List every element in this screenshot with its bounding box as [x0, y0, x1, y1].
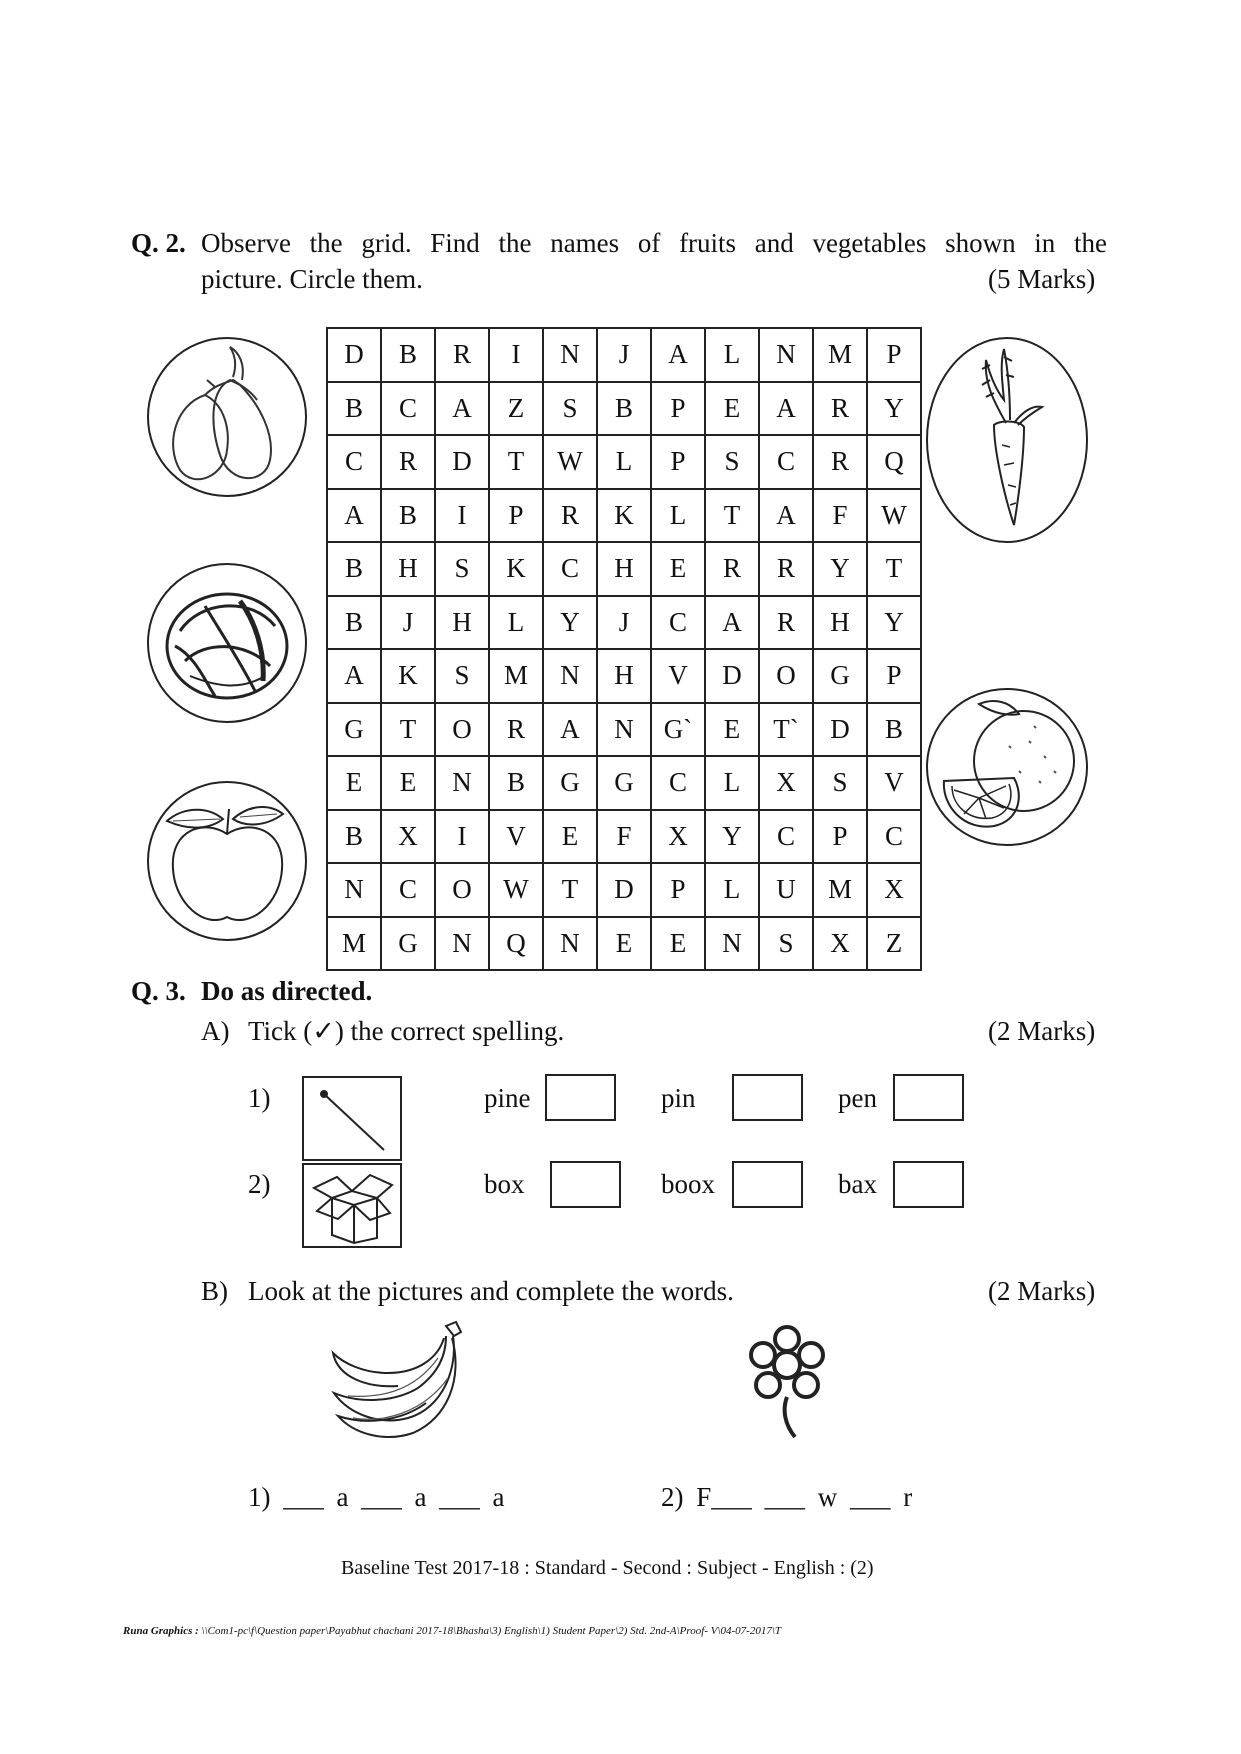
grid-cell[interactable]: L — [651, 489, 705, 543]
grid-cell[interactable]: Q — [867, 435, 921, 489]
grid-cell[interactable]: N — [759, 328, 813, 382]
grid-row — [327, 810, 921, 864]
grid-cell[interactable]: W — [489, 863, 543, 917]
grid-cell[interactable]: N — [435, 917, 489, 971]
grid-cell[interactable]: I — [435, 810, 489, 864]
grid-cell[interactable]: B — [327, 596, 381, 650]
grid-cell[interactable]: B — [327, 542, 381, 596]
orange-icon — [924, 686, 1090, 848]
cabbage-icon — [145, 561, 310, 726]
grid-cell[interactable]: M — [489, 649, 543, 703]
grid-cell[interactable]: Y — [867, 382, 921, 436]
grid-cell[interactable]: G — [813, 649, 867, 703]
grid-cell[interactable]: E — [381, 756, 435, 810]
grid-cell[interactable]: Y — [705, 810, 759, 864]
grid-cell[interactable]: A — [759, 489, 813, 543]
grid-cell[interactable]: T — [867, 542, 921, 596]
grid-cell[interactable]: Y — [813, 542, 867, 596]
grid-row — [327, 382, 921, 436]
grid-cell[interactable]: S — [759, 917, 813, 971]
grid-row — [327, 756, 921, 810]
q3b-instruction: Look at the pictures and complete the words. — [248, 1276, 734, 1306]
grid-cell[interactable]: S — [813, 756, 867, 810]
grid-cell[interactable]: S — [435, 649, 489, 703]
q3-number: Q. 3. — [131, 976, 186, 1006]
grid-cell[interactable]: B — [381, 489, 435, 543]
grid-cell[interactable]: V — [867, 756, 921, 810]
grid-cell[interactable]: M — [327, 917, 381, 971]
grid-cell[interactable]: A — [543, 703, 597, 757]
grid-row — [327, 328, 921, 382]
grid-cell[interactable]: F — [597, 810, 651, 864]
grid-cell[interactable]: R — [435, 328, 489, 382]
grid-cell[interactable]: H — [597, 649, 651, 703]
imprint-path: \\Com1-pc\f\Question paper\Payabhut chachani 2017-18\Bhasha\3) English\1) Student Paper\2) Std. 2nd-A\Proof- V\04-07-2017\T — [201, 1625, 782, 1637]
grid-cell[interactable]: A — [327, 489, 381, 543]
grid-cell[interactable]: A — [705, 596, 759, 650]
grid-cell[interactable]: J — [597, 596, 651, 650]
grid-cell[interactable]: I — [435, 489, 489, 543]
grid-cell[interactable]: R — [543, 489, 597, 543]
grid-cell[interactable]: C — [651, 596, 705, 650]
brinjal-icon — [145, 335, 310, 500]
word-banana-blanks[interactable]: 1) ___ a ___ a ___ a — [248, 1482, 505, 1512]
grid-cell[interactable]: P — [867, 328, 921, 382]
grid-cell[interactable]: N — [705, 917, 759, 971]
grid-cell[interactable]: B — [327, 810, 381, 864]
grid-cell[interactable]: H — [813, 596, 867, 650]
grid-row — [327, 703, 921, 757]
option-boox: boox — [661, 1169, 715, 1199]
grid-cell[interactable]: G — [327, 703, 381, 757]
grid-cell[interactable]: B — [489, 756, 543, 810]
checkbox-bax[interactable] — [893, 1161, 964, 1208]
option-bax: bax — [838, 1169, 877, 1199]
grid-cell[interactable]: B — [381, 328, 435, 382]
grid-cell[interactable]: N — [543, 649, 597, 703]
q3-title: Do as directed. — [201, 976, 373, 1006]
grid-cell[interactable]: E — [705, 703, 759, 757]
grid-cell[interactable]: C — [651, 756, 705, 810]
box-icon — [302, 1163, 402, 1248]
grid-cell[interactable]: T — [705, 489, 759, 543]
grid-cell[interactable]: E — [651, 542, 705, 596]
grid-cell[interactable]: L — [489, 596, 543, 650]
grid-cell[interactable]: Y — [543, 596, 597, 650]
q3a-item1-number: 1) — [248, 1083, 271, 1113]
checkbox-pen[interactable] — [893, 1074, 964, 1121]
grid-cell[interactable]: R — [705, 542, 759, 596]
grid-cell[interactable]: E — [597, 917, 651, 971]
grid-cell[interactable]: P — [651, 435, 705, 489]
grid-cell[interactable]: D — [435, 435, 489, 489]
grid-row — [327, 542, 921, 596]
grid-cell[interactable]: X — [813, 917, 867, 971]
grid-cell[interactable]: B — [327, 382, 381, 436]
grid-cell[interactable]: R — [813, 435, 867, 489]
grid-row — [327, 863, 921, 917]
grid-cell[interactable]: A — [759, 382, 813, 436]
grid-cell[interactable]: R — [813, 382, 867, 436]
apple-icon — [145, 779, 310, 944]
grid-cell[interactable]: J — [381, 596, 435, 650]
grid-row — [327, 435, 921, 489]
grid-cell[interactable]: K — [489, 542, 543, 596]
banana-icon — [328, 1318, 473, 1443]
grid-cell[interactable]: Q — [489, 917, 543, 971]
grid-cell[interactable]: M — [813, 863, 867, 917]
q2-instruction-line1: Observe the grid. Find the names of fruits and vegetables shown in the — [201, 228, 1107, 258]
grid-cell[interactable]: O — [435, 703, 489, 757]
grid-cell[interactable]: P — [867, 649, 921, 703]
page-footer: Baseline Test 2017-18 : Standard - Second : Subject - English : (2) — [341, 1557, 874, 1579]
option-box: box — [484, 1169, 525, 1199]
grid-cell[interactable]: W — [543, 435, 597, 489]
q2-instruction-line2: picture. Circle them. — [201, 264, 423, 294]
word-flower-blanks[interactable]: 2) F___ ___ w ___ r — [661, 1482, 913, 1512]
grid-cell[interactable]: K — [381, 649, 435, 703]
grid-cell[interactable]: E — [651, 917, 705, 971]
pin-icon — [302, 1076, 402, 1161]
grid-cell[interactable]: N — [435, 756, 489, 810]
grid-cell[interactable]: O — [435, 863, 489, 917]
grid-cell[interactable]: G` — [651, 703, 705, 757]
grid-cell[interactable]: X — [759, 756, 813, 810]
grid-cell[interactable]: R — [489, 703, 543, 757]
grid-cell[interactable]: C — [759, 810, 813, 864]
grid-cell[interactable]: G — [597, 756, 651, 810]
grid-cell[interactable]: T — [489, 435, 543, 489]
grid-cell[interactable]: R — [759, 596, 813, 650]
grid-cell[interactable]: G — [381, 917, 435, 971]
grid-cell[interactable]: P — [489, 489, 543, 543]
grid-cell[interactable]: P — [651, 382, 705, 436]
grid-cell[interactable]: T` — [759, 703, 813, 757]
grid-cell[interactable]: P — [651, 863, 705, 917]
grid-cell[interactable]: I — [489, 328, 543, 382]
grid-cell[interactable]: Z — [867, 917, 921, 971]
flower-icon — [740, 1325, 835, 1443]
grid-cell[interactable]: E — [327, 756, 381, 810]
grid-cell[interactable]: R — [381, 435, 435, 489]
grid-cell[interactable]: K — [597, 489, 651, 543]
q3a-marks: (2 Marks) — [988, 1016, 1096, 1046]
grid-cell[interactable]: B — [867, 703, 921, 757]
grid-cell[interactable]: C — [867, 810, 921, 864]
grid-row — [327, 596, 921, 650]
checkbox-box[interactable] — [550, 1161, 621, 1208]
grid-cell[interactable]: E — [705, 382, 759, 436]
printer-imprint — [123, 1625, 781, 1637]
grid-cell[interactable]: Y — [867, 596, 921, 650]
grid-cell[interactable]: N — [327, 863, 381, 917]
grid-cell[interactable]: X — [381, 810, 435, 864]
grid-cell[interactable]: R — [759, 542, 813, 596]
grid-cell[interactable]: C — [381, 863, 435, 917]
q3a-label: A) — [201, 1016, 230, 1046]
grid-cell[interactable]: S — [705, 435, 759, 489]
grid-cell[interactable]: V — [489, 810, 543, 864]
grid-cell[interactable]: M — [813, 328, 867, 382]
checkbox-boox[interactable] — [732, 1161, 803, 1208]
grid-cell[interactable]: L — [705, 863, 759, 917]
grid-cell[interactable]: D — [327, 328, 381, 382]
checkbox-pin[interactable] — [732, 1074, 803, 1121]
option-pine: pine — [484, 1083, 531, 1113]
grid-cell[interactable]: T — [543, 863, 597, 917]
grid-cell[interactable]: A — [435, 382, 489, 436]
imprint-brand: Runa Graphics : — [123, 1625, 199, 1637]
grid-cell[interactable]: L — [705, 328, 759, 382]
grid-cell[interactable]: T — [381, 703, 435, 757]
grid-cell[interactable]: A — [327, 649, 381, 703]
grid-cell[interactable]: G — [543, 756, 597, 810]
grid-cell[interactable]: U — [759, 863, 813, 917]
grid-cell[interactable]: X — [651, 810, 705, 864]
checkbox-pine[interactable] — [545, 1074, 616, 1121]
grid-cell[interactable]: C — [327, 435, 381, 489]
grid-cell[interactable]: C — [759, 435, 813, 489]
grid-cell[interactable]: N — [543, 328, 597, 382]
q3b-label: B) — [201, 1276, 228, 1306]
grid-cell[interactable]: X — [867, 863, 921, 917]
carrot-icon — [924, 335, 1090, 545]
grid-cell[interactable]: D — [705, 649, 759, 703]
grid-cell[interactable]: N — [597, 703, 651, 757]
q2-number: Q. 2. — [131, 228, 186, 258]
grid-cell[interactable]: O — [759, 649, 813, 703]
q3a-instruction: Tick (✓) the correct spelling. — [248, 1016, 565, 1046]
option-pin: pin — [661, 1083, 696, 1113]
grid-cell[interactable]: A — [651, 328, 705, 382]
grid-cell[interactable]: S — [543, 382, 597, 436]
grid-cell[interactable]: E — [543, 810, 597, 864]
q3b-marks: (2 Marks) — [988, 1276, 1096, 1306]
grid-cell[interactable]: H — [597, 542, 651, 596]
grid-cell[interactable]: P — [813, 810, 867, 864]
grid-cell[interactable]: H — [381, 542, 435, 596]
option-pen: pen — [838, 1083, 877, 1113]
grid-cell[interactable]: Z — [489, 382, 543, 436]
grid-cell[interactable]: C — [381, 382, 435, 436]
word-search-grid — [326, 327, 922, 971]
grid-cell[interactable]: W — [867, 489, 921, 543]
grid-cell[interactable]: L — [597, 435, 651, 489]
grid-row — [327, 649, 921, 703]
grid-row — [327, 489, 921, 543]
grid-cell[interactable]: F — [813, 489, 867, 543]
q3a-item2-number: 2) — [248, 1169, 271, 1199]
grid-row — [327, 917, 921, 971]
grid-cell[interactable]: N — [543, 917, 597, 971]
grid-cell[interactable]: V — [651, 649, 705, 703]
grid-cell[interactable]: D — [813, 703, 867, 757]
grid-cell[interactable]: S — [435, 542, 489, 596]
grid-cell[interactable]: D — [597, 863, 651, 917]
grid-cell[interactable]: H — [435, 596, 489, 650]
grid-cell[interactable]: C — [543, 542, 597, 596]
grid-cell[interactable]: J — [597, 328, 651, 382]
grid-cell[interactable]: L — [705, 756, 759, 810]
q2-marks: (5 Marks) — [988, 264, 1096, 294]
grid-cell[interactable]: B — [597, 382, 651, 436]
